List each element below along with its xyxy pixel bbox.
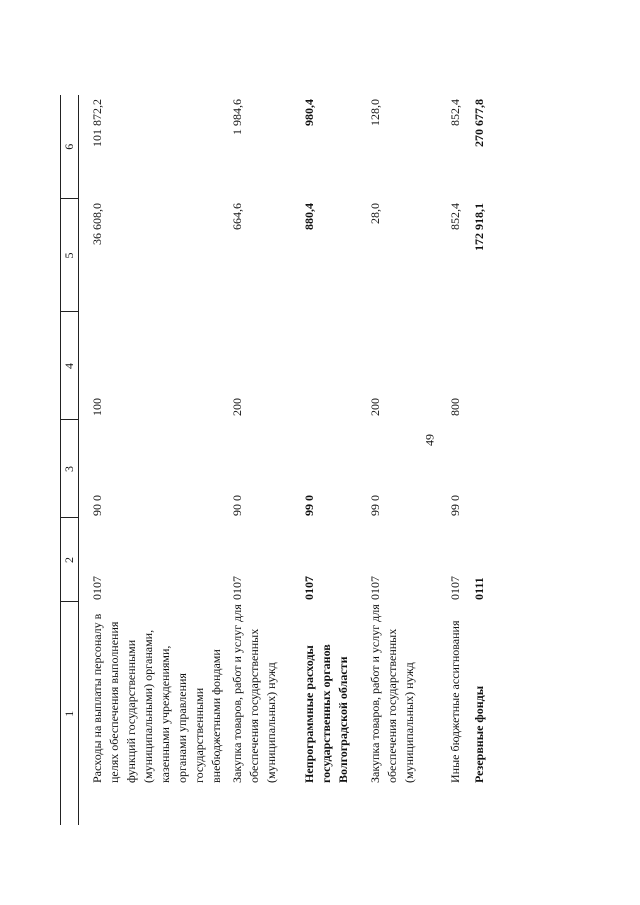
header-col-3: 3: [61, 420, 79, 518]
header-row: [61, 95, 79, 825]
header-col-2: 2: [61, 518, 79, 602]
row-expense-type: 200: [368, 398, 382, 416]
table-row: [229, 95, 301, 825]
table-row: [301, 95, 367, 825]
row-name: Резервные фонды: [472, 685, 486, 783]
row-section-code: 0111: [472, 577, 486, 600]
table-row: [79, 95, 230, 825]
header-col-6: 6: [61, 95, 79, 199]
table-row: [471, 95, 501, 825]
budget-table: [60, 95, 501, 825]
row-value-6: 128,0: [368, 99, 382, 126]
row-target-code: 90 0: [90, 495, 104, 516]
row-value-5: 28,0: [368, 203, 382, 224]
row-name: Закупка товаров, работ и услуг для обеспечения государственных (муниципальных) нужд: [368, 604, 416, 783]
row-value-5: 880,4: [302, 203, 316, 230]
budget-table-container: [60, 95, 535, 825]
header-col-1: 1: [61, 602, 79, 825]
row-section-code: 0107: [90, 576, 104, 600]
row-expense-type: 200: [230, 398, 244, 416]
row-value-5: 664,6: [230, 203, 244, 230]
row-value-5: 852,4: [448, 203, 462, 230]
row-target-code: 90 0: [230, 495, 244, 516]
table-row: [367, 95, 447, 825]
page-number: 49: [422, 434, 437, 446]
row-value-6: 852,4: [448, 99, 462, 126]
row-target-code: 99 0: [302, 495, 316, 516]
row-section-code: 0107: [368, 576, 382, 600]
header-col-5: 5: [61, 199, 79, 312]
row-expense-type: 800: [448, 398, 462, 416]
row-target-code: 99 0: [368, 495, 382, 516]
row-expense-type: 100: [90, 398, 104, 416]
table-row: [447, 95, 471, 825]
row-name: Закупка товаров, работ и услуг для обеспечения государственных (муниципальных) нужд: [230, 604, 278, 783]
row-value-6: 1 984,6: [230, 99, 244, 135]
row-section-code: 0107: [302, 576, 316, 600]
row-name: Расходы на выплаты персоналу в целях обеспечения выполнения функций государственными (муниципальными) органами, казенными учреждениями, органами управления государственными внебюджетными фондами: [90, 613, 223, 783]
row-value-5: 172 918,1: [472, 203, 486, 251]
row-section-code: 0107: [448, 576, 462, 600]
row-target-code: [471, 420, 501, 518]
row-target-code: 99 0: [448, 495, 462, 516]
row-value-6: 270 677,8: [472, 99, 486, 147]
row-value-6: 980,4: [302, 99, 316, 126]
row-value-5: 36 608,0: [90, 203, 104, 245]
row-expense-type: [471, 312, 501, 420]
row-name: Непрограммные расходы государственных органов Волгоградской области: [302, 644, 350, 783]
header-col-4: 4: [61, 312, 79, 420]
row-value-6: 101 872,2: [90, 99, 104, 147]
row-expense-type: [301, 312, 367, 420]
row-section-code: 0107: [230, 576, 244, 600]
row-name: Иные бюджетные ассигнования: [448, 620, 462, 783]
